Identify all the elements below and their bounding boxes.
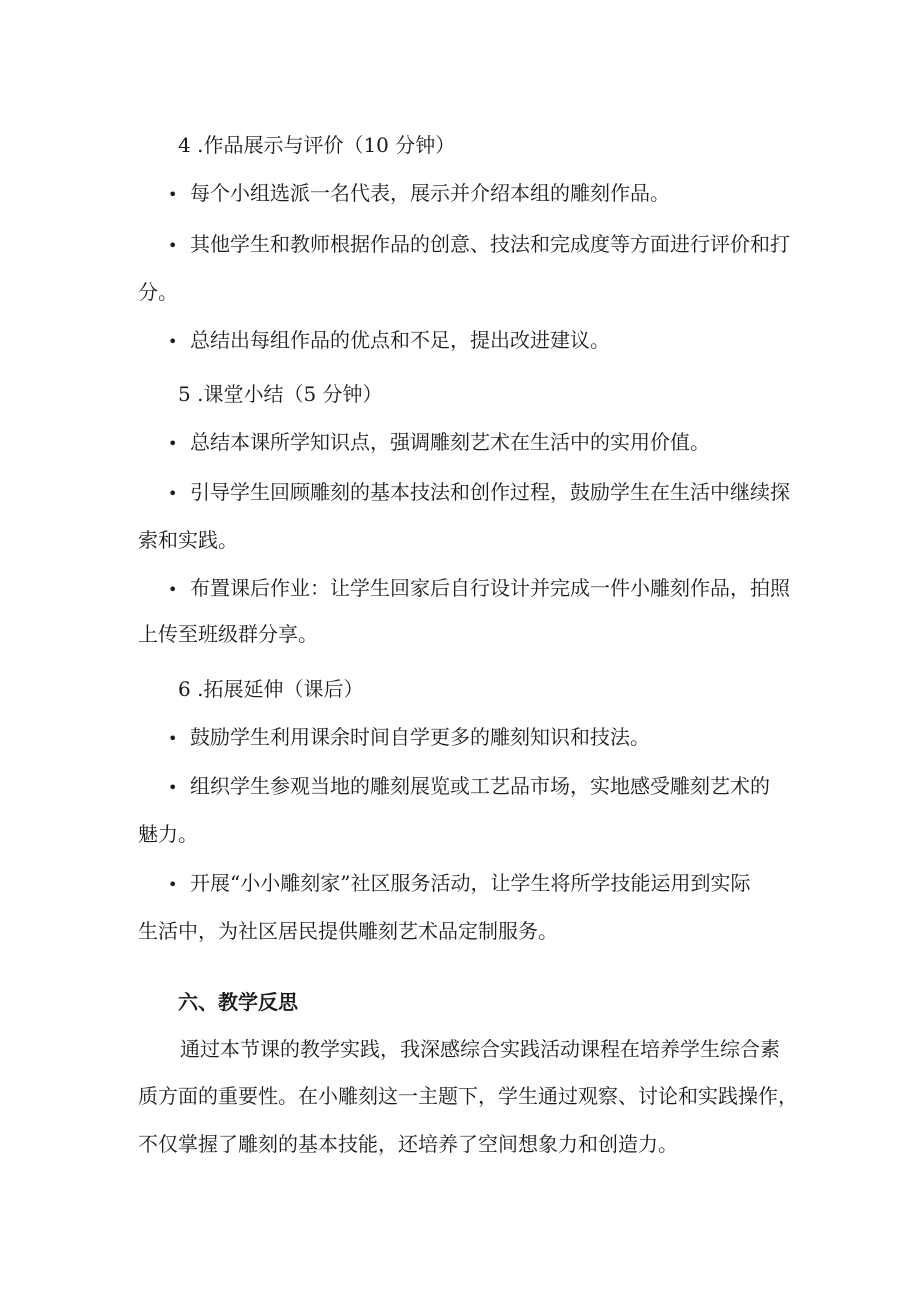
list-item (168, 871, 750, 897)
bullet-icon: • (168, 332, 178, 351)
list-item-text: 引导学生回顾雕刻的基本技法和创作过程，鼓励学生在生活中继续探 (190, 480, 790, 504)
bullet-icon: • (168, 484, 178, 503)
bullet-icon: • (168, 434, 178, 453)
paragraph-line: 通过本节课的教学实践，我深感综合实践活动课程在培养学生综合素 (180, 1037, 780, 1061)
section-title: 六、教学反思 (178, 990, 298, 1014)
section-4-heading: 4 .作品展示与评价（10 分钟） (178, 133, 456, 157)
list-item (168, 328, 610, 354)
bullet-icon: • (168, 185, 178, 204)
list-item (168, 576, 790, 602)
section-5-heading: 5 .课堂小结（5 分钟） (178, 382, 383, 406)
list-item-continuation: 分。 (138, 280, 178, 304)
list-item-text: 鼓励学生利用课余时间自学更多的雕刻知识和技法。 (190, 725, 650, 749)
paragraph-line: 不仅掌握了雕刻的基本技能，还培养了空间想象力和创造力。 (138, 1132, 678, 1156)
list-item (168, 774, 770, 800)
section-6-heading: 6 .拓展延伸（课后） (178, 677, 364, 701)
list-item (168, 430, 710, 456)
list-item (168, 725, 650, 751)
bullet-icon: • (168, 875, 178, 894)
list-item-text: 每个小组选派一名代表，展示并介绍本组的雕刻作品。 (190, 181, 670, 205)
list-item (168, 232, 790, 258)
paragraph-line: 质方面的重要性。在小雕刻这一主题下，学生通过观察、讨论和实践操作， (138, 1084, 798, 1108)
list-item (168, 181, 670, 207)
list-item (168, 480, 790, 506)
list-item-text: 其他学生和教师根据作品的创意、技法和完成度等方面进行评价和打 (190, 232, 790, 256)
list-item-continuation: 生活中，为社区居民提供雕刻艺术品定制服务。 (138, 919, 558, 943)
bullet-icon: • (168, 778, 178, 797)
bullet-icon: • (168, 236, 178, 255)
list-item-text: 组织学生参观当地的雕刻展览或工艺品市场，实地感受雕刻艺术的 (190, 774, 770, 798)
bullet-icon: • (168, 580, 178, 599)
list-item-text: 总结本课所学知识点，强调雕刻艺术在生活中的实用价值。 (190, 430, 710, 454)
list-item-text: 开展“小小雕刻家”社区服务活动，让学生将所学技能运用到实际 (190, 871, 751, 895)
list-item-text: 总结出每组作品的优点和不足，提出改进建议。 (190, 328, 610, 352)
list-item-continuation: 魅力。 (138, 822, 198, 846)
list-item-continuation: 上传至班级群分享。 (138, 622, 318, 646)
bullet-icon: • (168, 729, 178, 748)
list-item-continuation: 索和实践。 (138, 528, 238, 552)
list-item-text: 布置课后作业：让学生回家后自行设计并完成一件小雕刻作品，拍照 (190, 576, 790, 600)
